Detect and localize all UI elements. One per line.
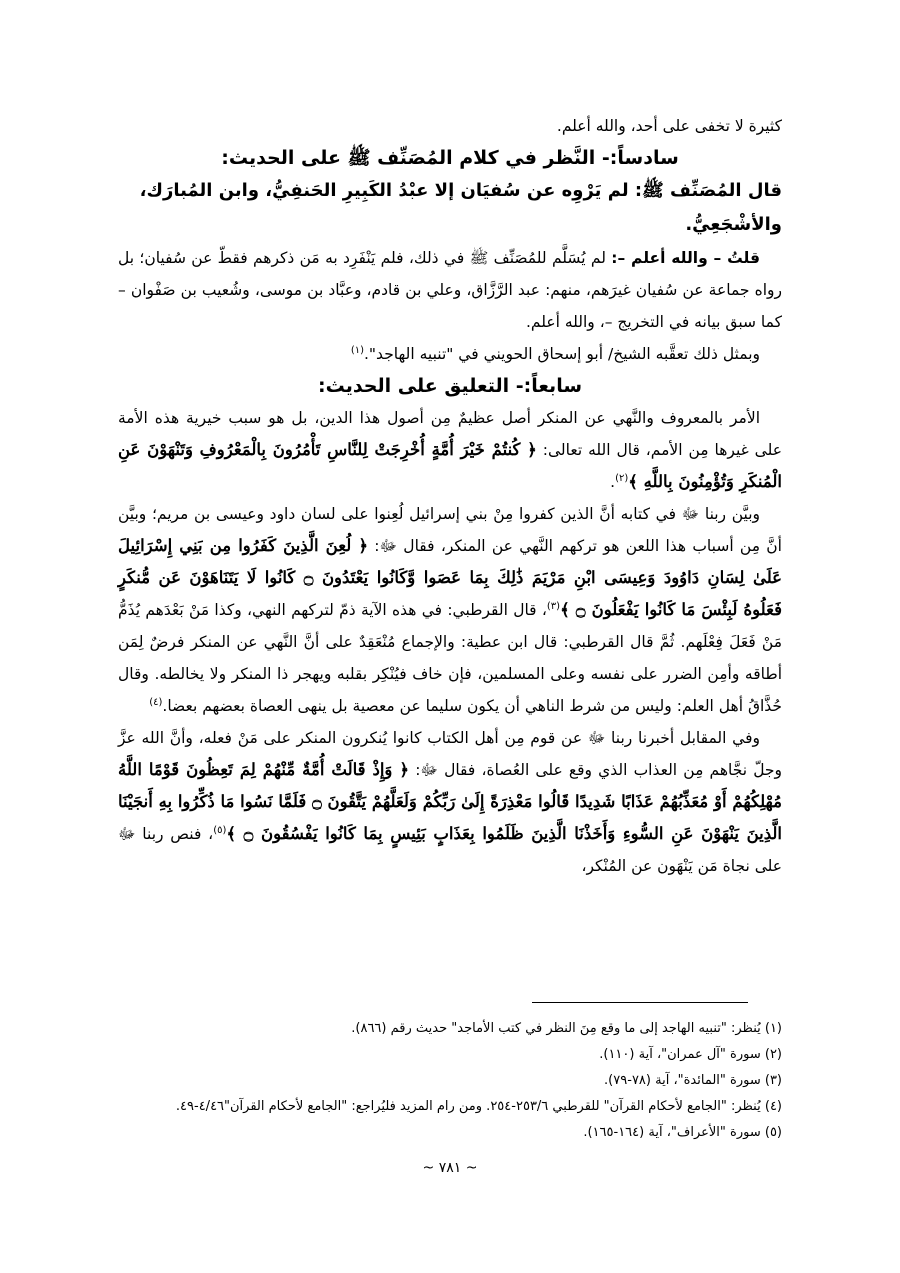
quran-verse-maidah: ﴿ لُعِنَ الَّذِينَ كَفَرُوا مِن بَنِي إِسْرَائِيلَ عَلَىٰ لِسَانِ دَاوُودَ وَعِيسَى ابْنِ مَرْيَمَ ذَٰلِكَ بِمَا عَصَوا وَّكَانُوا يَعْتَدُونَ ۝ كَانُوا لَا يَتَنَاهَوْنَ عَن مُّنكَرٍ فَعَلُوهُ لَبِئْسَ مَا كَانُوا يَفْعَلُونَ ۝ ﴾ bbox=[118, 536, 782, 619]
footnote-5: (٥) سورة "الأعراف"، آية (١٦٤-١٦٥). bbox=[583, 1125, 782, 1140]
critique-lead: قلتُ – والله أعلم –: bbox=[611, 249, 760, 267]
footnote-ref-3: (٣) bbox=[546, 600, 561, 612]
footnote-2: (٢) سورة "آل عمران"، آية (١١٠). bbox=[599, 1047, 782, 1062]
footnote-ref-1: (١) bbox=[350, 344, 364, 356]
critique-text: لم يُسَلَّم للمُصَنِّف ﷺ في ذلك، فلم يَنْفَرِد به مَن ذكرهم فقطّ عن سُفيان؛ بل رواه جماعة عن سُفيان غيرَهم، منهم: عبد الرَّزَّاق، وعلي بن قادم، وعبَّاد بن موسى، وشُعيب بن صَفْوان – كما سبق بيانه في التخريج –، والله أعلم. bbox=[118, 249, 782, 331]
footnote-ref-4: (٤) bbox=[149, 696, 163, 708]
quran-verse-imran: ﴿ كُنتُمْ خَيْرَ أُمَّةٍ أُخْرِجَتْ لِلنَّاسِ تَأْمُرُونَ بِالْمَعْرُوفِ وَتَنْهَوْنَ عَنِ الْمُنكَرِ وَتُؤْمِنُونَ بِاللَّهِ ﴾ bbox=[118, 440, 782, 491]
section-heading-sixth: سادساً:- النَّظر في كلام المُصَنِّف ﷺ على الحديث: bbox=[221, 147, 679, 169]
enjoining-text: الأمر بالمعروف والنَّهي عن المنكر أصل عظيمٌ مِن أصول هذا الدين، بل هو سبب خيرية هذه الأمة على غيرها مِن الأمم، قال الله تعالى: bbox=[118, 409, 782, 459]
author-quote: قال المُصَنِّف ﷺ: لم يَرْوِه عن سُفيَان إلا عبْدُ الكَبِيرِ الحَنفِيُّ، وابن المُبارَك، والأشْجَعِيُّ. bbox=[139, 180, 782, 235]
footnote-ref-5: (٥) bbox=[213, 824, 227, 836]
quran-verse-araf: ﴿ وَإِذْ قَالَتْ أُمَّةٌ مِّنْهُمْ لِمَ تَعِظُونَ قَوْمًا اللَّهُ مُهْلِكُهُمْ أَوْ مُعَذِّبُهُمْ عَذَابًا شَدِيدًا قَالُوا مَعْذِرَةً إِلَىٰ رَبِّكُمْ وَلَعَلَّهُمْ يَتَّقُونَ ۝ فَلَمَّا نَسُوا مَا ذُكِّرُوا بِهِ أَنجَيْنَا الَّذِينَ يَنْهَوْنَ عَنِ السُّوءِ وَأَخَذْنَا الَّذِينَ ظَلَمُوا بِعَذَابٍ بَئِيسٍ بِمَا كَانُوا يَفْسُقُونَ ۝ ﴾ bbox=[118, 760, 783, 843]
bani-israil-text: وبيَّن ربنا ﷻ في كتابه أنَّ الذين كفروا مِنْ بني إسرائيل لُعِنوا على لسان داود وعيسى بن مريم؛ وبيَّن أنَّ مِن أسباب هذا اللعن هو تركهم النَّهي عن المنكر، فقال ﷻ: bbox=[118, 505, 782, 555]
footnote-1: (١) يُنظر: "تنبيه الهاجد إلى ما وقع مِنَ النظر في كتب الأماجد" حديث رقم (٨٦٦). bbox=[351, 1021, 782, 1036]
paragraph-closing: كثيرة لا تخفى على أحد، والله أعلم. bbox=[556, 117, 782, 135]
footnote-ref-2: (٢) bbox=[615, 472, 629, 484]
footnotes bbox=[118, 1016, 782, 1146]
section-heading-seventh: سابعاً:- التعليق على الحديث: bbox=[317, 375, 583, 397]
paragraph-enjoining-good: الأمر بالمعروف والنَّهي عن المنكر أصل عظيمٌ مِن أصول هذا الدين، بل هو سبب خيرية هذه الأمة على غيرها مِن الأمم، قال الله تعالى: ﴿ كُنتُمْ خَيْرَ أُمَّةٍ أُخْرِجَتْ لِلنَّاسِ تَأْمُرُونَ بِالْمَعْرُوفِ وَتَنْهَوْنَ عَنِ الْمُنكَرِ وَتُؤْمِنُونَ بِاللَّهِ ﴾$^{(٢)}$. bbox=[118, 409, 782, 491]
paragraph-critique bbox=[118, 242, 782, 338]
ahl-kitab-text: وفي المقابل أخبرنا ربنا ﷻ عن قوم مِن أهل الكتاب كانوا يُنكرون المنكر على مَنْ فعله، وأنَّ الله عزَّ وجلّ نجَّاهم مِن العذاب الذي وقع على العُصاة، فقال ﷻ: bbox=[118, 729, 782, 779]
footnote-4: (٤) يُنظر: "الجامع لأحكام القرآن" للقرطبي ٢٥٣/٦-٢٥٤. ومن رام المزيد فليُراجع: "الجامع لأحكام القرآن"٤/٤٦-٤٩. bbox=[175, 1099, 782, 1114]
huwaini-text: وبمثل ذلك تعقَّبه الشيخ/ أبو إسحاق الحويني في "تنبيه الهاجد". bbox=[364, 345, 760, 363]
paragraph-huwaini bbox=[118, 338, 782, 370]
qurtubi-text: ، قال القرطبي: في هذه الآية ذمّ لتركهم النهي، وكذا مَنْ بَعْدَهم يُذَمُّ مَنْ فَعَلَ فِعْلَهم. ثُمَّ قال القرطبي: قال ابن عطية: والإجماع مُنْعَقِدٌ على أنَّ النَّهي عن المنكر فرضٌ لِمَن أطاقه وأمِن الضرر على نفسه وعلى المسلمين، فإن خاف فيُنْكِر بقلبه ويهجر ذا المنكر ولا يخالطه. وقال حُذَّاقُ أهل العلم: وليس من شرط الناهي أن يكون سليما عن معصية بل ينهى العصاة بعضهم بعضا. bbox=[118, 601, 782, 715]
paragraph-ahl-kitab bbox=[118, 722, 782, 882]
main-text bbox=[118, 110, 782, 882]
footnote-3: (٣) سورة "المائدة"، آية (٧٨-٧٩). bbox=[604, 1073, 782, 1088]
page-number: ~ ٧٨١ ~ bbox=[422, 1160, 478, 1176]
conclusion-text: ، فنص ربنا ﷻ على نجاة مَن يَنْهَون عن المُنْكر، bbox=[118, 825, 782, 875]
footnote-divider bbox=[532, 1002, 748, 1003]
paragraph-bani-israil bbox=[118, 498, 782, 722]
